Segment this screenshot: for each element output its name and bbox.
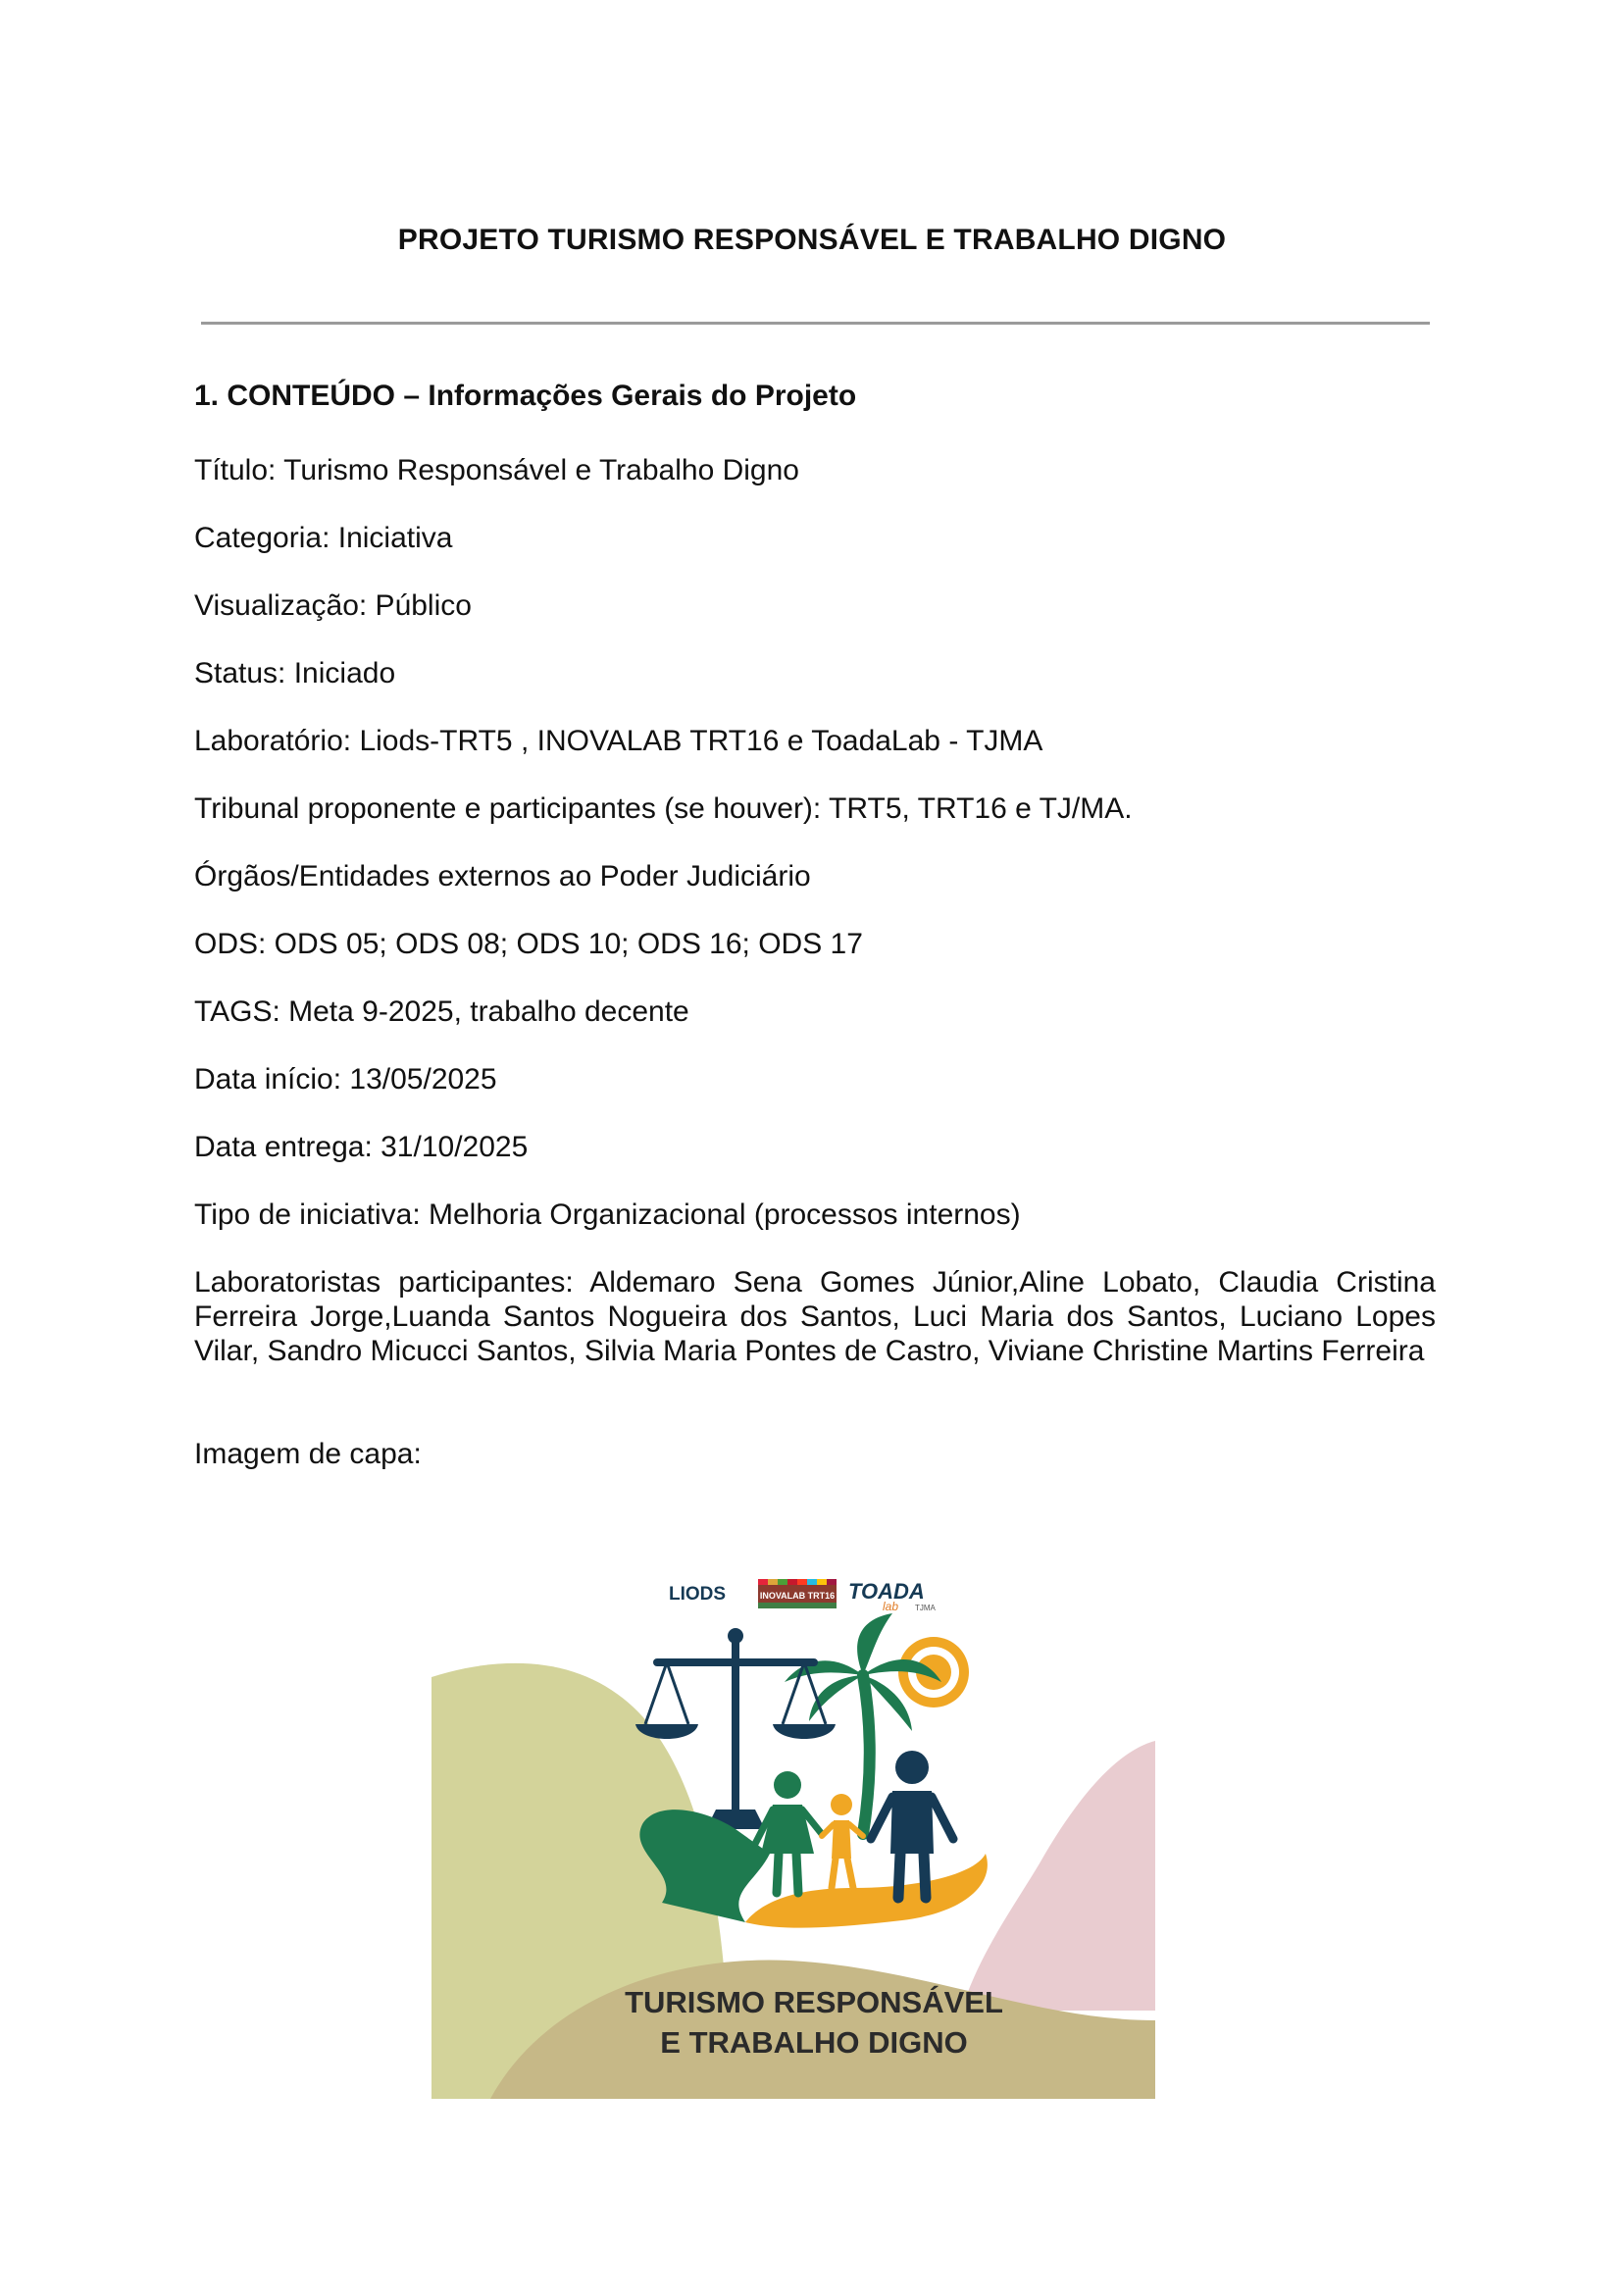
cover-headline-line1: TURISMO RESPONSÁVEL bbox=[625, 1985, 1003, 2019]
field-titulo: Título: Turismo Responsável e Trabalho Digno bbox=[194, 454, 799, 486]
field-laboratorio: Laboratório: Liods-TRT5 , INOVALAB TRT16 e ToadaLab - TJMA bbox=[194, 725, 1043, 757]
section-heading: 1. CONTEÚDO – Informações Gerais do Projeto bbox=[194, 380, 857, 412]
field-visualizacao: Visualização: Público bbox=[194, 589, 472, 622]
field-laboratoristas: Laboratoristas participantes: Aldemaro Sena Gomes Júnior,Aline Lobato, Claudia Cristina Ferreira Jorge,Luanda Santos Nogueira dos Santos, Luci Maria dos Santos, Luciano Lopes Vilar, Sandro Micucci Santos, Silvia Maria Pontes de Castro, Viviane Christine Martins Ferreira bbox=[194, 1266, 1436, 1367]
field-tipo-iniciativa: Tipo de iniciativa: Melhoria Organizacional (processos internos) bbox=[194, 1198, 1021, 1231]
field-data-inicio: Data início: 13/05/2025 bbox=[194, 1063, 497, 1096]
field-status: Status: Iniciado bbox=[194, 657, 396, 689]
field-data-entrega: Data entrega: 31/10/2025 bbox=[194, 1131, 529, 1163]
tjma-subtext: TJMA bbox=[915, 1604, 936, 1612]
field-categoria: Categoria: Iniciativa bbox=[194, 522, 453, 554]
inovalab-logo-text: INOVALAB TRT16 bbox=[759, 1591, 836, 1601]
field-imagem-capa: Imagem de capa: bbox=[194, 1438, 422, 1470]
inovalab-logo bbox=[758, 1579, 837, 1608]
field-orgaos: Órgãos/Entidades externos ao Poder Judiciário bbox=[194, 860, 811, 892]
field-ods: ODS: ODS 05; ODS 08; ODS 10; ODS 16; ODS 17 bbox=[194, 928, 863, 960]
field-tags: TAGS: Meta 9-2025, trabalho decente bbox=[194, 995, 689, 1028]
cover-illustration bbox=[431, 1559, 1155, 2099]
cover-image bbox=[431, 1559, 1155, 2099]
document-title: PROJETO TURISMO RESPONSÁVEL E TRABALHO DIGNO bbox=[397, 224, 1227, 256]
toada-logo: TOADA bbox=[848, 1579, 925, 1604]
field-tribunal: Tribunal proponente e participantes (se houver): TRT5, TRT16 e TJ/MA. bbox=[194, 792, 1133, 825]
toada-lab-subtext: lab bbox=[883, 1600, 899, 1613]
cover-headline-line2: E TRABALHO DIGNO bbox=[660, 2025, 968, 2060]
liods-logo: LIODS bbox=[669, 1584, 727, 1605]
logo-row bbox=[669, 1579, 937, 1613]
horizontal-divider bbox=[201, 322, 1430, 325]
family-figures-icon bbox=[755, 1751, 953, 1898]
